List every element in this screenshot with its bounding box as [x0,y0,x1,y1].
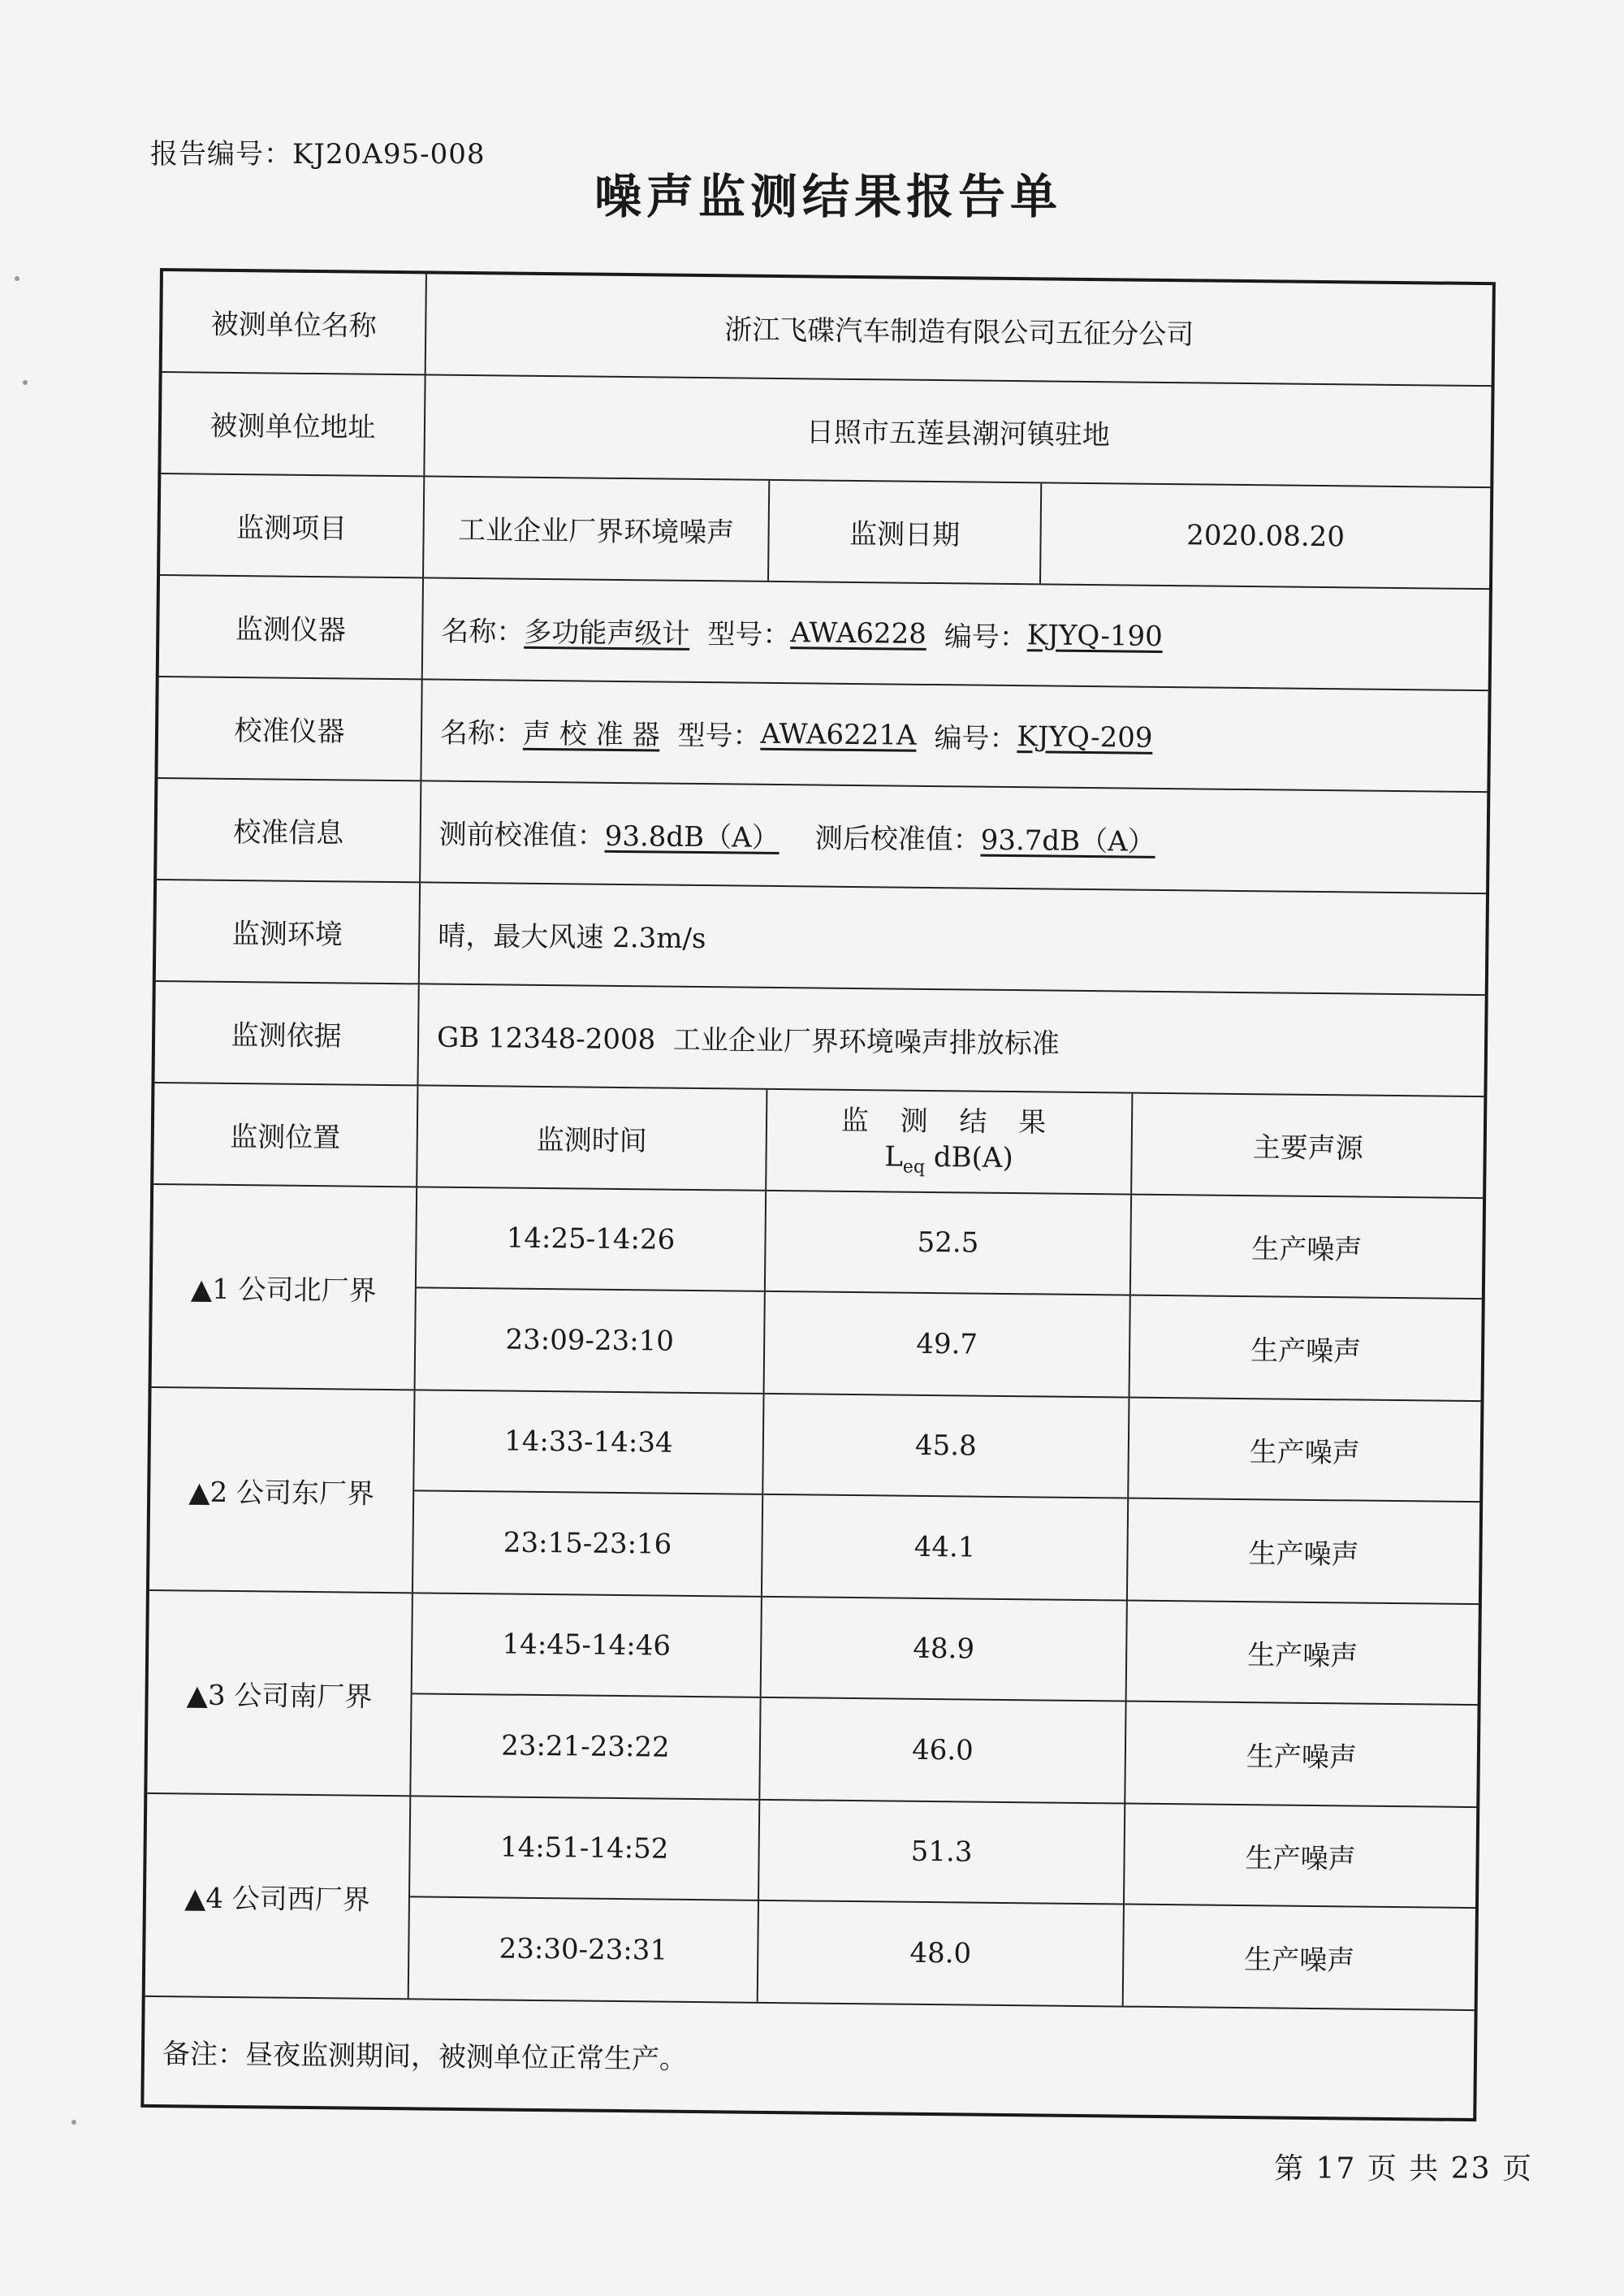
time-cell: 23:30-23:31 [499,1932,668,1967]
source-cell: 生产噪声 [1244,1943,1355,1978]
scan-speck [71,2120,76,2125]
unit-name-row [162,271,1492,387]
position-cell: ▲2 公司东厂界 [149,1388,416,1592]
monitoring-item-row [160,474,1490,590]
unit-address-label: 被测单位地址 [161,373,425,475]
monitoring-item-label: 监测项目 [160,474,425,577]
unit-address-row [161,373,1491,488]
time-cell: 14:51-14:52 [410,1797,758,1900]
instrument-row [159,576,1489,691]
unit-address-value: 日照市五莲县潮河镇驻地 [806,416,1111,452]
monitoring-date-label: 监测日期 [769,481,1042,584]
report-number-label: 报告编号： [150,138,292,171]
basis-value: GB 12348-2008 工业企业厂界环境噪声排放标准 [436,1021,1060,1061]
calibration-info-value [421,781,1487,893]
environment-label: 监测环境 [156,880,421,983]
calibrator-no: KJYQ-209 [1017,720,1153,755]
calibrator-value [421,680,1488,791]
position-cell: ▲1 公司北厂界 [152,1185,418,1389]
calibrator-model: AWA6221A [760,717,917,752]
time-cell: 14:25-14:26 [417,1187,765,1291]
calibrator-label: 校准仪器 [158,677,422,780]
monitoring-item-value: 工业企业厂界环境噪声 [424,477,770,580]
unit-name-value: 浙江飞碟汽车制造有限公司五征分公司 [724,313,1194,352]
value-cell: 52.5 [766,1191,1130,1296]
footer-mid: 页 共 [1367,2152,1440,2186]
time-cell: 14:45-14:46 [412,1593,761,1697]
source-cell: 生产噪声 [1131,1196,1483,1300]
remark-row [144,1997,1474,2118]
instrument-value [423,578,1489,690]
footer-prefix: 第 [1274,2152,1306,2186]
source-cell: 生产噪声 [1246,1740,1358,1775]
table-row [149,1388,1481,1605]
time-cell: 23:15-23:16 [503,1526,672,1561]
header-result-sub: eq [902,1157,926,1178]
instrument-no: KJYQ-190 [1026,618,1164,653]
page-footer [1274,2146,1533,2187]
unit-name-label: 被测单位名称 [162,271,427,374]
source-cell: 生产噪声 [1127,1602,1479,1706]
table-row [145,1794,1477,2011]
time-cell: 23:21-23:22 [501,1729,670,1764]
value-cell: 45.8 [763,1394,1128,1499]
position-cell: ▲4 公司西厂界 [145,1794,412,1998]
report-form [140,268,1496,2121]
instrument-label: 监测仪器 [159,576,424,678]
calibration-info-label: 校准信息 [157,779,421,881]
table-row [147,1591,1479,1808]
environment-value: 晴，最大风速 2.3m/s [438,919,706,956]
instrument-model: AWA6228 [790,616,927,651]
value-cell: 48.0 [909,1936,972,1970]
instrument-name-label: 名称： [441,615,525,649]
basis-label: 监测依据 [155,982,420,1084]
header-time: 监测时间 [417,1086,767,1189]
table-row [152,1185,1484,1402]
source-cell: 生产噪声 [1129,1399,1480,1503]
header-result-line2 [884,1139,1013,1180]
table-header-row [153,1083,1484,1199]
instrument-no-label: 编号： [944,620,1028,655]
time-cell: 14:33-14:34 [414,1390,762,1494]
calibrator-row [158,677,1488,793]
source-cell: 生产噪声 [1125,1805,1476,1909]
report-number-value: KJ20A95-008 [292,138,486,171]
value-cell: 48.9 [762,1598,1126,1702]
calibrator-no-label: 编号： [934,722,1017,756]
remark-text: 备注：昼夜监测期间，被测单位正常生产。 [162,2037,688,2076]
footer-total-pages: 23 [1450,2152,1492,2186]
header-result-unit: dB(A) [924,1140,1013,1174]
scan-speck [23,380,28,385]
scan-speck [15,276,19,281]
post-calibration-label: 测后校准值： [814,822,981,857]
calibration-info-row [157,779,1487,894]
source-cell: 生产噪声 [1248,1537,1359,1572]
basis-row [154,982,1484,1097]
value-cell: 44.1 [914,1530,976,1564]
header-position: 监测位置 [153,1083,418,1186]
monitoring-date-value: 2020.08.20 [1186,518,1345,553]
value-cell: 51.3 [759,1801,1124,1905]
source-cell: 生产噪声 [1250,1334,1362,1369]
header-source: 主要声源 [1252,1131,1363,1165]
footer-page-number: 17 [1315,2152,1357,2186]
time-cell: 23:09-23:10 [505,1323,675,1358]
header-result [767,1090,1133,1194]
post-calibration-value: 93.7dB（A） [980,824,1155,858]
value-cell: 46.0 [911,1733,974,1767]
calibrator-name-label: 名称： [439,716,524,750]
calibrator-name: 声 校 准 器 [522,717,660,752]
value-cell: 49.7 [916,1327,978,1361]
page-title: 噪声监测结果报告单 [594,169,1062,224]
calibrator-model-label: 型号： [677,719,761,753]
position-cell: ▲3 公司南厂界 [147,1591,413,1795]
instrument-name: 多功能声级计 [524,616,690,651]
pre-calibration-label: 测前校准值： [438,818,605,853]
footer-suffix: 页 [1501,2152,1533,2186]
instrument-model-label: 型号： [707,618,791,652]
pre-calibration-value: 93.8dB（A） [604,819,780,855]
environment-row [156,880,1486,996]
header-result-line1: 监 测 结 果 [840,1104,1058,1139]
header-result-l: L [884,1140,904,1174]
